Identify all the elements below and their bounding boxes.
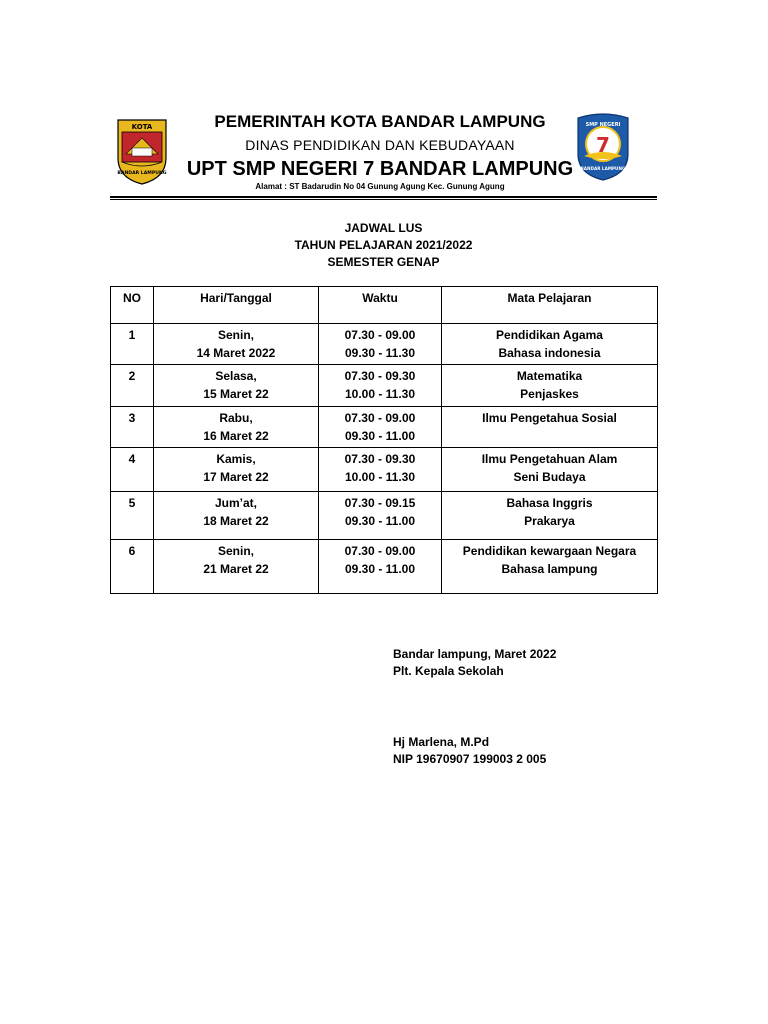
- cell-line: 10.00 - 11.30: [344, 387, 416, 401]
- cell-waktu: [319, 407, 442, 448]
- cell-hari: [154, 365, 319, 407]
- cell-line: 17 Maret 22: [203, 470, 269, 484]
- cell-hari: [154, 492, 319, 540]
- cell-hari: [154, 407, 319, 448]
- title-jadwal: JADWAL LUS: [344, 221, 423, 235]
- cell-line: 15 Maret 22: [203, 387, 269, 401]
- cell-waktu: [319, 492, 442, 540]
- cell-hari: [154, 324, 319, 365]
- cell-line: 09.30 - 11.00: [344, 514, 416, 528]
- cell-line: 14 Maret 2022: [196, 346, 276, 360]
- cell-no: 5: [111, 492, 154, 540]
- cell-line: Selasa,: [215, 369, 257, 383]
- table-row: [111, 540, 658, 594]
- table-row: [111, 324, 658, 365]
- cell-line: Bahasa lampung: [501, 562, 598, 576]
- svg-text:BANDAR LAMPUNG: BANDAR LAMPUNG: [580, 166, 626, 171]
- cell-waktu: [319, 365, 442, 407]
- signature-nip: NIP 19670907 199003 2 005: [393, 752, 547, 766]
- svg-text:KOTA: KOTA: [131, 123, 153, 131]
- signature-footer: [393, 734, 546, 768]
- cell-line: 09.30 - 11.00: [344, 562, 416, 576]
- cell-mapel: [442, 324, 658, 365]
- cell-line: 07.30 - 09.15: [344, 496, 416, 510]
- cell-line: Ilmu Pengetahuan Alam: [481, 452, 618, 466]
- cell-no: 3: [111, 407, 154, 448]
- cell-line: Senin,: [217, 328, 254, 342]
- cell-line: Pendidikan kewargaan Negara: [462, 544, 637, 558]
- svg-text:7: 7: [596, 133, 610, 157]
- table-row: [111, 492, 658, 540]
- cell-line: 07.30 - 09.00: [344, 544, 416, 558]
- header-hari-tanggal: Hari/Tanggal: [154, 287, 319, 324]
- table-header-row: [111, 287, 658, 324]
- cell-no: 4: [111, 448, 154, 492]
- cell-waktu: [319, 448, 442, 492]
- cell-mapel: [442, 407, 658, 448]
- cell-hari: [154, 540, 319, 594]
- cell-no: 1: [111, 324, 154, 365]
- cell-line: 07.30 - 09.00: [344, 328, 416, 342]
- cell-line: 07.30 - 09.00: [344, 411, 416, 425]
- cell-line: 07.30 - 09.30: [344, 369, 416, 383]
- cell-line: 18 Maret 22: [203, 514, 269, 528]
- letterhead-department: DINAS PENDIDIKAN DAN KEBUDAYAAN: [245, 137, 515, 153]
- header-no: NO: [111, 287, 154, 324]
- signature-name: Hj Marlena, M.Pd: [393, 735, 490, 749]
- cell-mapel: [442, 448, 658, 492]
- cell-line: Jum’at,: [214, 496, 257, 510]
- cell-line: Ilmu Pengetahua Sosial: [482, 411, 617, 425]
- cell-line: 21 Maret 22: [203, 562, 269, 576]
- cell-line: 09.30 - 11.00: [344, 429, 416, 443]
- cell-line: Rabu,: [219, 411, 253, 425]
- cell-mapel: [442, 365, 658, 407]
- cell-line: Pendidikan Agama: [496, 328, 603, 342]
- cell-line: Matematika: [516, 369, 583, 383]
- cell-line: Bahasa Inggris: [506, 496, 593, 510]
- cell-hari: [154, 448, 319, 492]
- signature-header: [393, 646, 556, 680]
- cell-line: Penjaskes: [520, 387, 579, 401]
- header-waktu: Waktu: [319, 287, 442, 324]
- table-row: [111, 365, 658, 407]
- cell-line: Kamis,: [216, 452, 256, 466]
- schedule-table: [110, 286, 658, 594]
- title-tahun-pelajaran: TAHUN PELAJARAN 2021/2022: [294, 238, 473, 252]
- cell-line: Senin,: [217, 544, 254, 558]
- svg-text:BANDAR LAMPUNG: BANDAR LAMPUNG: [117, 171, 167, 176]
- cell-no: 2: [111, 365, 154, 407]
- signature-position: Plt. Kepala Sekolah: [393, 664, 504, 678]
- cell-line: Bahasa indonesia: [498, 346, 601, 360]
- cell-line: 09.30 - 11.30: [344, 346, 416, 360]
- cell-line: Prakarya: [524, 514, 575, 528]
- table-row: [111, 407, 658, 448]
- cell-waktu: [319, 540, 442, 594]
- cell-waktu: [319, 324, 442, 365]
- letterhead-address: Alamat : ST Badarudin No 04 Gunung Agung Kec. Gunung Agung: [255, 182, 505, 191]
- letterhead-rule-thin: [110, 199, 657, 200]
- cell-line: 16 Maret 22: [203, 429, 269, 443]
- title-semester: SEMESTER GENAP: [327, 255, 440, 269]
- cell-line: 07.30 - 09.30: [344, 452, 416, 466]
- signature-place-date: Bandar lampung, Maret 2022: [393, 647, 557, 661]
- cell-no: 6: [111, 540, 154, 594]
- letterhead-government: PEMERINTAH KOTA BANDAR LAMPUNG: [214, 112, 546, 131]
- svg-text:SMP NEGERI: SMP NEGERI: [585, 122, 621, 128]
- letterhead-school-name: UPT SMP NEGERI 7 BANDAR LAMPUNG: [186, 158, 574, 180]
- table-row: [111, 448, 658, 492]
- cell-line: 10.00 - 11.30: [344, 470, 416, 484]
- document-titles: [110, 220, 657, 271]
- cell-mapel: [442, 540, 658, 594]
- header-mata-pelajaran: Mata Pelajaran: [442, 287, 658, 324]
- cell-mapel: [442, 492, 658, 540]
- letterhead-rule-thick: [110, 196, 657, 198]
- cell-line: Seni Budaya: [513, 470, 586, 484]
